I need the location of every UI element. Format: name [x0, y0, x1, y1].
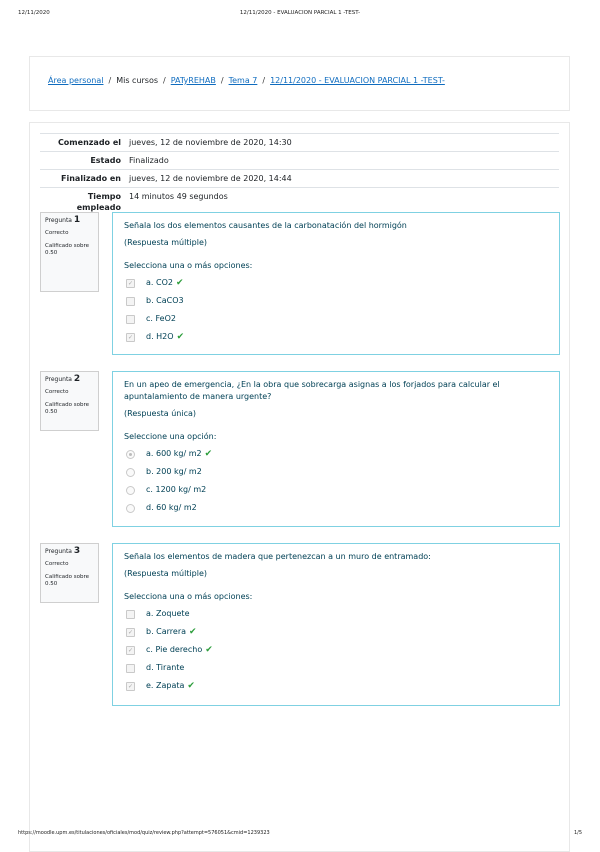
question-status: Correcto [45, 230, 69, 236]
question-type: (Respuesta múltiple) [124, 238, 208, 247]
breadcrumb-separator: / [220, 76, 224, 85]
option-label: b. 200 kg/ m2 [146, 467, 202, 476]
question-text: Señala los dos elementos causantes de la carbonatación del hormigón [124, 221, 407, 230]
answer-options [124, 605, 548, 695]
check-icon: ✔ [204, 449, 213, 459]
summary-value: Finalizado [125, 152, 559, 170]
summary-value: jueves, 12 de noviembre de 2020, 14:44 [125, 170, 559, 188]
breadcrumb-item-1[interactable]: Área personal [48, 76, 104, 85]
checkbox-unchecked[interactable] [126, 610, 135, 619]
checkbox-checked[interactable]: ✓ [127, 683, 134, 690]
breadcrumb-separator: / [108, 76, 112, 85]
option-label: c. 1200 kg/ m2 [146, 485, 207, 494]
question-number-label [45, 217, 95, 224]
summary-key: Tiempo empleado [40, 188, 125, 217]
breadcrumb-item-3[interactable]: PATyREHAB [170, 76, 216, 85]
checkbox-checked[interactable]: ✓ [127, 334, 134, 341]
check-icon: ✔ [187, 681, 195, 691]
option-label: b. CaCO3 [146, 296, 184, 305]
option-label: c. FeO2 [146, 314, 176, 323]
question-status: Correcto [45, 561, 69, 567]
question-prompt: Seleccione una opción: [124, 432, 217, 441]
question-type: (Respuesta múltiple) [124, 569, 208, 578]
question-number: 1 [73, 215, 81, 225]
summary-row [40, 170, 559, 188]
answer-option[interactable] [124, 659, 548, 677]
radio-unselected[interactable] [126, 468, 135, 477]
question-prompt: Selecciona una o más opciones: [124, 261, 253, 270]
checkbox-unchecked[interactable] [126, 315, 135, 324]
radio-selected[interactable] [126, 450, 135, 459]
question-label: Pregunta [45, 376, 72, 383]
summary-value: jueves, 12 de noviembre de 2020, 14:30 [125, 134, 559, 152]
option-label: b. Carrera [146, 627, 187, 636]
answer-option[interactable] [124, 292, 548, 310]
answer-option[interactable] [124, 445, 548, 463]
answer-option[interactable] [124, 463, 548, 481]
answer-option[interactable] [124, 641, 548, 659]
answer-options [124, 274, 548, 346]
print-date: 12/11/2020 [18, 10, 50, 16]
check-icon: ✔ [176, 332, 185, 342]
print-page-number: 1/5 [573, 830, 582, 836]
question-type: (Respuesta única) [124, 409, 197, 418]
question-label: Pregunta [45, 548, 72, 555]
question-grade: Calificado sobre 0.50 [45, 574, 89, 587]
summary-key: Comenzado el [40, 134, 125, 152]
answer-option[interactable] [124, 605, 548, 623]
question-content-2 [112, 371, 560, 527]
checkbox-unchecked[interactable] [126, 297, 135, 306]
attempt-summary-table [40, 133, 559, 216]
option-label: a. 600 kg/ m2 [146, 449, 202, 458]
question-grade: Calificado sobre 0.50 [45, 402, 89, 415]
question-info-3 [40, 543, 99, 603]
question-text: En un apeo de emergencia, ¿En la obra que sobrecarga asignas a los forjados para calcular el apuntalamiento de manera urgente? [124, 380, 500, 401]
answer-option[interactable] [124, 310, 548, 328]
checkbox-checked[interactable]: ✓ [127, 647, 134, 654]
breadcrumb-item-4[interactable]: Tema 7 [228, 76, 258, 85]
question-content-3 [112, 543, 560, 706]
answer-options [124, 445, 548, 517]
question-status: Correcto [45, 389, 69, 395]
question-number: 3 [73, 546, 81, 556]
question-prompt: Selecciona una o más opciones: [124, 592, 253, 601]
radio-unselected[interactable] [126, 504, 135, 513]
question-content-1 [112, 212, 560, 355]
breadcrumb-container [29, 56, 570, 111]
summary-key: Finalizado en [40, 170, 125, 188]
breadcrumb [48, 76, 445, 85]
option-label: d. 60 kg/ m2 [146, 503, 197, 512]
question-info-2 [40, 371, 99, 431]
breadcrumb-separator: / [163, 76, 166, 85]
answer-option[interactable] [124, 677, 548, 695]
option-label: e. Zapata [146, 681, 185, 690]
answer-option[interactable] [124, 499, 548, 517]
breadcrumb-item-2: Mis cursos [116, 76, 159, 85]
question-info-1 [40, 212, 99, 292]
question-grade: Calificado sobre 0.50 [45, 243, 89, 256]
print-url: https://moodle.upm.es/titulaciones/oficiales/mod/quiz/review.php?attempt=576051&cmid=1239323 [18, 830, 270, 836]
check-icon: ✔ [205, 645, 213, 655]
question-number-label [45, 548, 95, 555]
answer-option[interactable] [124, 274, 548, 292]
question-text: Señala los elementos de madera que pertenezcan a un muro de entramado: [124, 552, 431, 561]
breadcrumb-item-5[interactable]: 12/11/2020 - EVALUACION PARCIAL 1 -TEST- [270, 76, 445, 85]
checkbox-checked[interactable]: ✓ [127, 280, 134, 287]
checkbox-unchecked[interactable] [126, 664, 135, 673]
check-icon: ✔ [189, 627, 197, 637]
checkbox-checked[interactable]: ✓ [127, 629, 134, 636]
check-icon: ✔ [175, 278, 184, 288]
option-label: d. Tirante [146, 663, 185, 672]
radio-unselected[interactable] [126, 486, 135, 495]
question-label: Pregunta [45, 217, 72, 224]
summary-row [40, 152, 559, 170]
option-label: a. CO2 [146, 278, 173, 287]
summary-row [40, 134, 559, 152]
option-label: a. Zoquete [146, 609, 190, 618]
question-number: 2 [73, 374, 81, 384]
option-label: d. H2O [146, 332, 174, 341]
option-label: c. Pie derecho [146, 645, 203, 654]
answer-option[interactable] [124, 481, 548, 499]
summary-key: Estado [40, 152, 125, 170]
question-number-label [45, 376, 95, 383]
answer-option[interactable] [124, 623, 548, 641]
answer-option[interactable] [124, 328, 548, 346]
breadcrumb-separator: / [262, 76, 266, 85]
print-title: 12/11/2020 - EVALUACION PARCIAL 1 -TEST- [239, 10, 361, 16]
summary-value: 14 minutos 49 segundos [125, 188, 559, 217]
